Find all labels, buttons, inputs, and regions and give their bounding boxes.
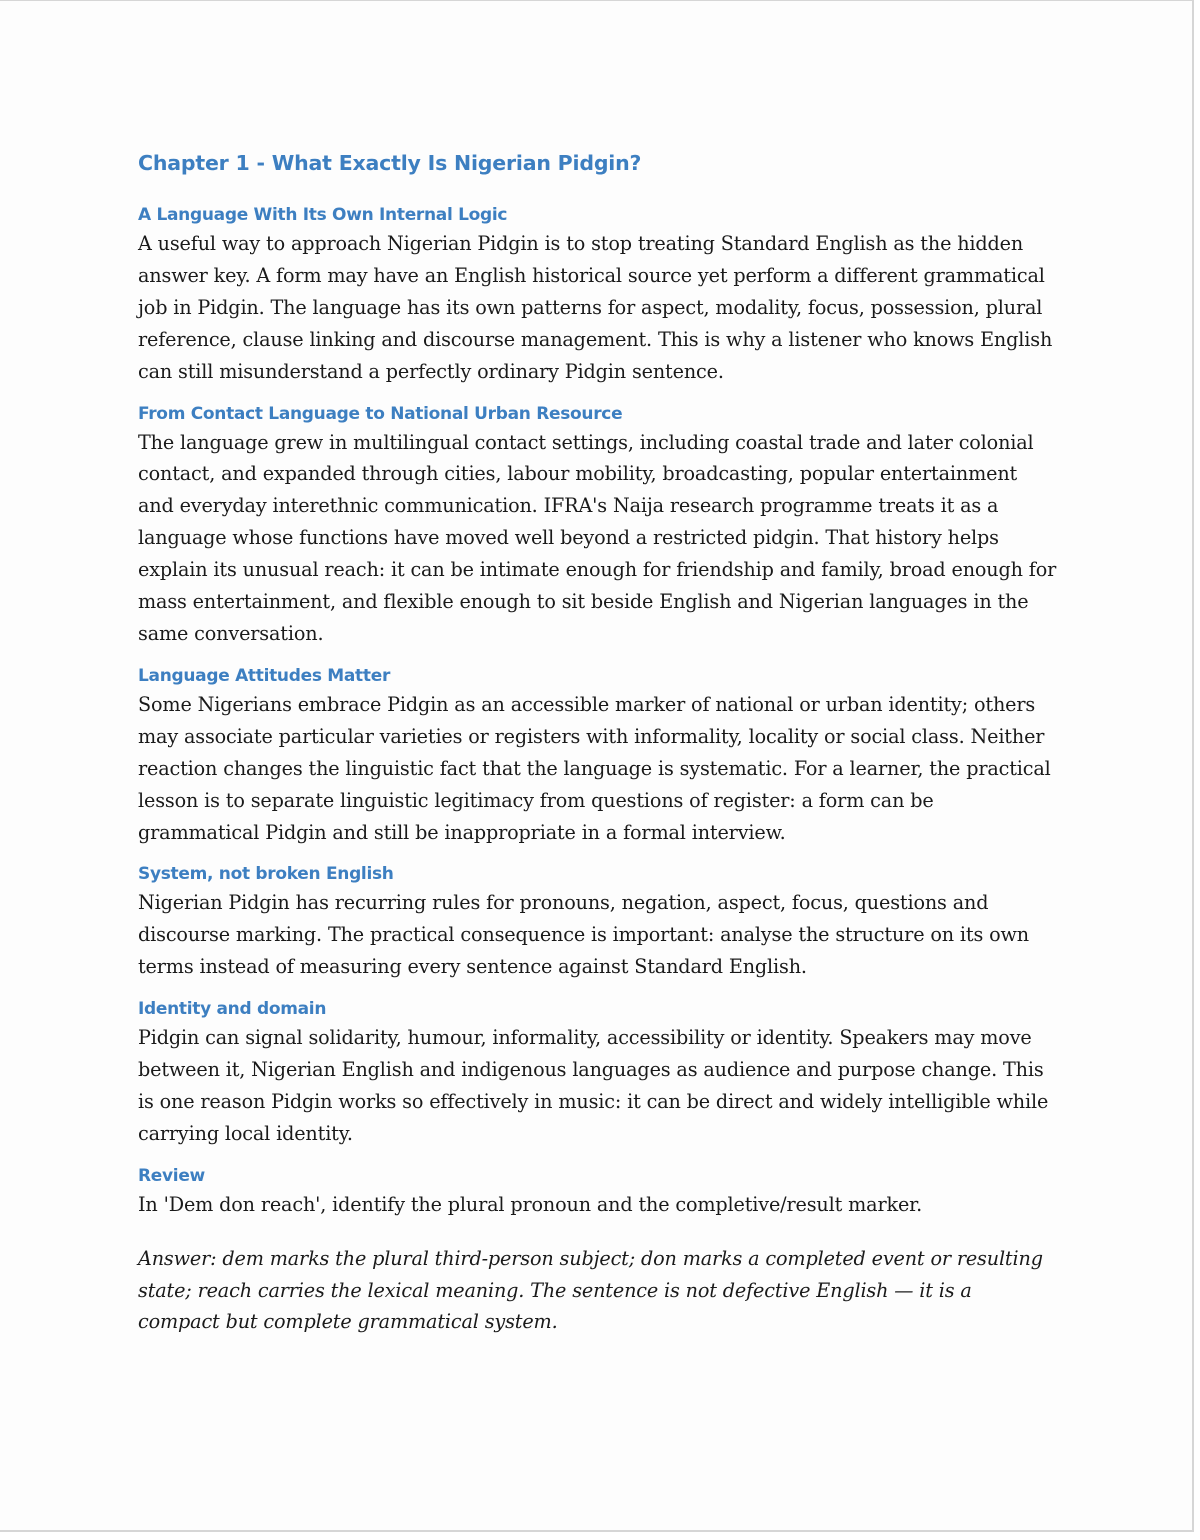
section-heading: System, not broken English	[138, 864, 394, 885]
section-system	[138, 861, 1058, 983]
section-paragraph: Some Nigerians embrace Pidgin as an accessible marker of national or urban identity; others may associate particular varieties or registers with informality, locality or social class. Neither reaction changes the linguistic fact that the language is systematic. For a learner, the practical lesson is to separate linguistic legitimacy from questions of register: a form can be grammatical Pidgin and still be inappropriate in a formal interview.	[138, 692, 1051, 844]
section-paragraph: Nigerian Pidgin has recurring rules for pronouns, negation, aspect, focus, questions and discourse marking. The practical consequence is important: analyse the structure on its own terms instead of measuring every sentence against Standard English.	[138, 891, 1029, 979]
section-heading: Language Attitudes Matter	[138, 665, 391, 686]
review-question: In 'Dem don reach', identify the plural pronoun and the completive/result marker.	[138, 1192, 923, 1216]
review-answer: Answer: dem marks the plural third-person subject; don marks a completed event or resulting state; reach carries the lexical meaning. The sentence is not defective English — it is a compact but complete grammatical system.	[138, 1246, 1043, 1334]
section-heading: Identity and domain	[138, 999, 327, 1020]
section-heading: From Contact Language to National Urban Resource	[138, 403, 623, 424]
section-contact-language	[138, 401, 1058, 650]
chapter-title: Chapter 1 - What Exactly Is Nigerian Pidgin?	[138, 151, 642, 175]
section-language-attitudes	[138, 663, 1058, 849]
section-paragraph: The language grew in multilingual contact settings, including coastal trade and later colonial contact, and expanded through cities, labour mobility, broadcasting, popular entertainment and everyday interethnic communication. IFRA's Naija research programme treats it as a language whose functions have moved well beyond a restricted pidgin. That history helps explain its unusual reach: it can be intimate enough for friendship and family, broad enough for mass entertainment, and flexible enough to sit beside English and Nigerian languages in the same conversation.	[138, 430, 1057, 645]
document-content	[138, 146, 1058, 1338]
section-internal-logic	[138, 202, 1058, 388]
section-review	[138, 1163, 1058, 1221]
section-heading: A Language With Its Own Internal Logic	[138, 205, 508, 225]
section-paragraph: A useful way to approach Nigerian Pidgin is to stop treating Standard English as the hidden answer key. A form may have an English historical source yet perform a different grammatical job in Pidgin. The language has its own patterns for aspect, modality, focus, possession, plural reference, clause linking and discourse management. This is why a listener who knows English can still misunderstand a perfectly ordinary Pidgin sentence.	[138, 232, 1053, 383]
section-paragraph: Pidgin can signal solidarity, humour, informality, accessibility or identity. Speakers may move between it, Nigerian English and indigenous languages as audience and purpose change. This is one reason Pidgin works so effectively in music: it can be direct and widely intelligible while carrying local identity.	[138, 1026, 1049, 1145]
section-heading: Review	[138, 1165, 205, 1186]
section-identity-domain	[138, 996, 1058, 1150]
